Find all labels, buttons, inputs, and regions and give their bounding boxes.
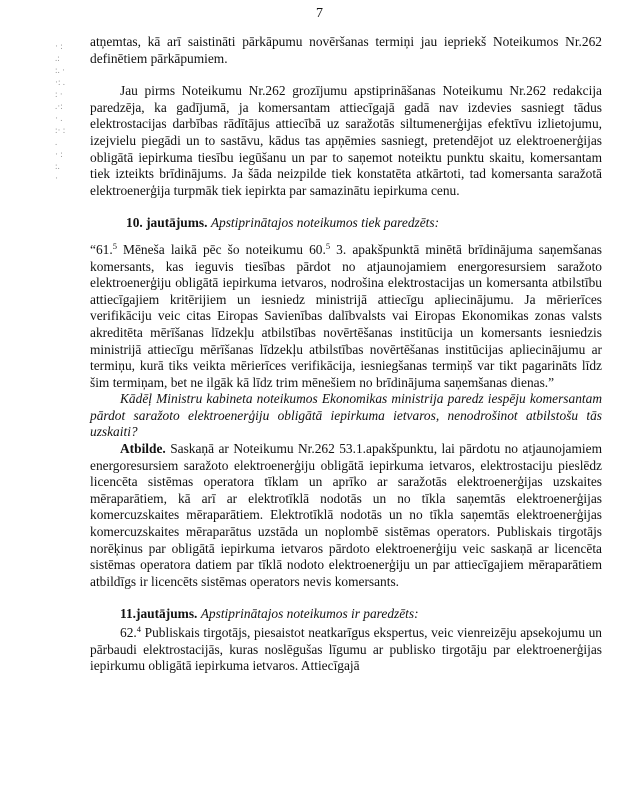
quote-part-b: 3. apakšpunktā minētā brīdinājuma saņemšanas komersants, kas ieguvis tiesības pārdot no atjaunojamiem energoresursiem saražoto elektroenerģiju obligātā iepirkuma ietvaros, nodrošina elektrostacijas un komersanta atbilstību attiecīgajiem kritērijiem un iesniedz ministrijā attiecīgu apliecinājumu. Ja mērierīces verifikāciju veic citas Eiropas Savienības dalībvalsts vai Eiropas Ekonomikas zonas valsts akreditēta mērīšanas līdzekļu atbilstības novērtēšanas institūcija un komersants iesniedzis ministrijā attiecīgu mērīšanas līdzekļu atbilstības novērtēšanas institūcijas apliecinājumu ar termiņu, kurā tiks veikta mērierīces verifikācija, iesniegšanas termiņš var tikt pagarināts līdz šim termiņam, bet ne ilgāk kā līdz trim mēnešiem no brīdinājuma saņemšanas dienas.”	[90, 241, 602, 390]
q11-sup: 4	[136, 624, 141, 634]
page-number: 7	[316, 6, 323, 21]
question-10-answer	[90, 441, 602, 590]
paragraph-reg262: Jau pirms Noteikumu Nr.262 grozījumu apstiprināšanas Noteikumu Nr.262 redakcija paredzēja, ka gadījumā, ja komersantam attiecīgajā gadā nav izdevies sasniegt tādus elektrostacijas darbības rādītājus attiecībā uz saražotās siltumenerģijas efektīvu izlietojumu, izejvielu piegādi un to sastāvu, kādus tas apņēmies sasniegt, pretendējot uz elektroenerģijas obligātā iepirkuma tiesību iegūšanu un par to saņemot noteiktu punktu skaitu, komersantam tiek izteikts brīdinājums. Ja šāda neizpilde tiek konstatēta atkārtoti, tad komersanta saražotā elektroenerģija turpmāk tiek iepirkta par samazinātu iepirkuma cenu.	[90, 83, 602, 198]
question-11-heading	[90, 606, 602, 623]
answer-label: Atbilde.	[120, 441, 166, 457]
question-10-quote	[90, 242, 602, 391]
quote-sup-1: 5	[112, 240, 117, 251]
q11-num: 62.	[120, 625, 137, 640]
quote-sup-2: 5	[325, 240, 331, 251]
question-11-title: Apstiprinātajos noteikumos ir paredzēts:	[200, 606, 419, 622]
question-10-text: Kādēļ Ministru kabineta noteikumos Ekonomikas ministrija paredz iespēju komersantam pārdot saražoto elektroenerģiju obligātā iepirkuma ietvaros, nenodrošinot atbilstošu tās uzskaiti?	[90, 391, 602, 440]
answer-text: Saskaņā ar Noteikumu Nr.262 53.1.apakšpunktu, lai pārdotu no atjaunojamiem energoresursiem saražoto elektroenerģiju obligātā iepirkuma ietvaros, elektrostaciju pieslēdz licencēta sistēmas operatora tīklam un aprīko ar saražotās elektroenerģijas uzskaites mēraparātiem, kā arī ar elektrotīklā nodotās un no tīkla saņemtās elektroenerģijas komercuzskaites mēraparātiem. Elektrotīklā nodotās un no tīkla saņemtās elektroenerģijas komercuzskaites mēraparātus uzstāda un noplombē sistēmas operators. Publiskais tirgotājs norēķinus par obligātā iepirkuma ietvaros pārdoto elektroenerģiju veic saskaņā ar licencēta sistēmas operatora datiem par tīklā nodoto elektroenerģiju un par attiecīgajiem mēraparātiem atbildīgs ir licencēts sistēmas operators nevis komersants.	[90, 441, 602, 589]
quote-open: “61.	[90, 241, 113, 257]
question-10-heading	[90, 215, 602, 232]
document-body	[90, 34, 602, 675]
scan-speckles: · : .: :. · ·: . : · .·: · . :· : . · : :. ·	[55, 41, 66, 183]
question-10-label: 10. jautājums.	[126, 215, 208, 231]
question-11-label: 11.jautājums.	[120, 606, 198, 622]
question-11-text	[90, 625, 602, 675]
paragraph-continuation: atņemtas, kā arī saistināti pārkāpumu novēršanas termiņi jau iepriekš Noteikumos Nr.262 definētiem pārkāpumiem.	[90, 34, 602, 66]
q11-body: Publiskais tirgotājs, piesaistot neatkarīgus ekspertus, veic vienreizēju apsekojumu un pārbaudi elektrostacijās, kuras noslēgušas līgumu ar publisko tirgotāju par elektroenerģijas iepirkumu obligātā iepirkuma ietvaros. Attiecīgajā	[90, 625, 602, 674]
question-10-title: Apstiprinātajos noteikumos tiek paredzēts:	[210, 215, 440, 231]
quote-part-a: Mēneša laikā pēc šo noteikumu 60.	[116, 241, 326, 257]
